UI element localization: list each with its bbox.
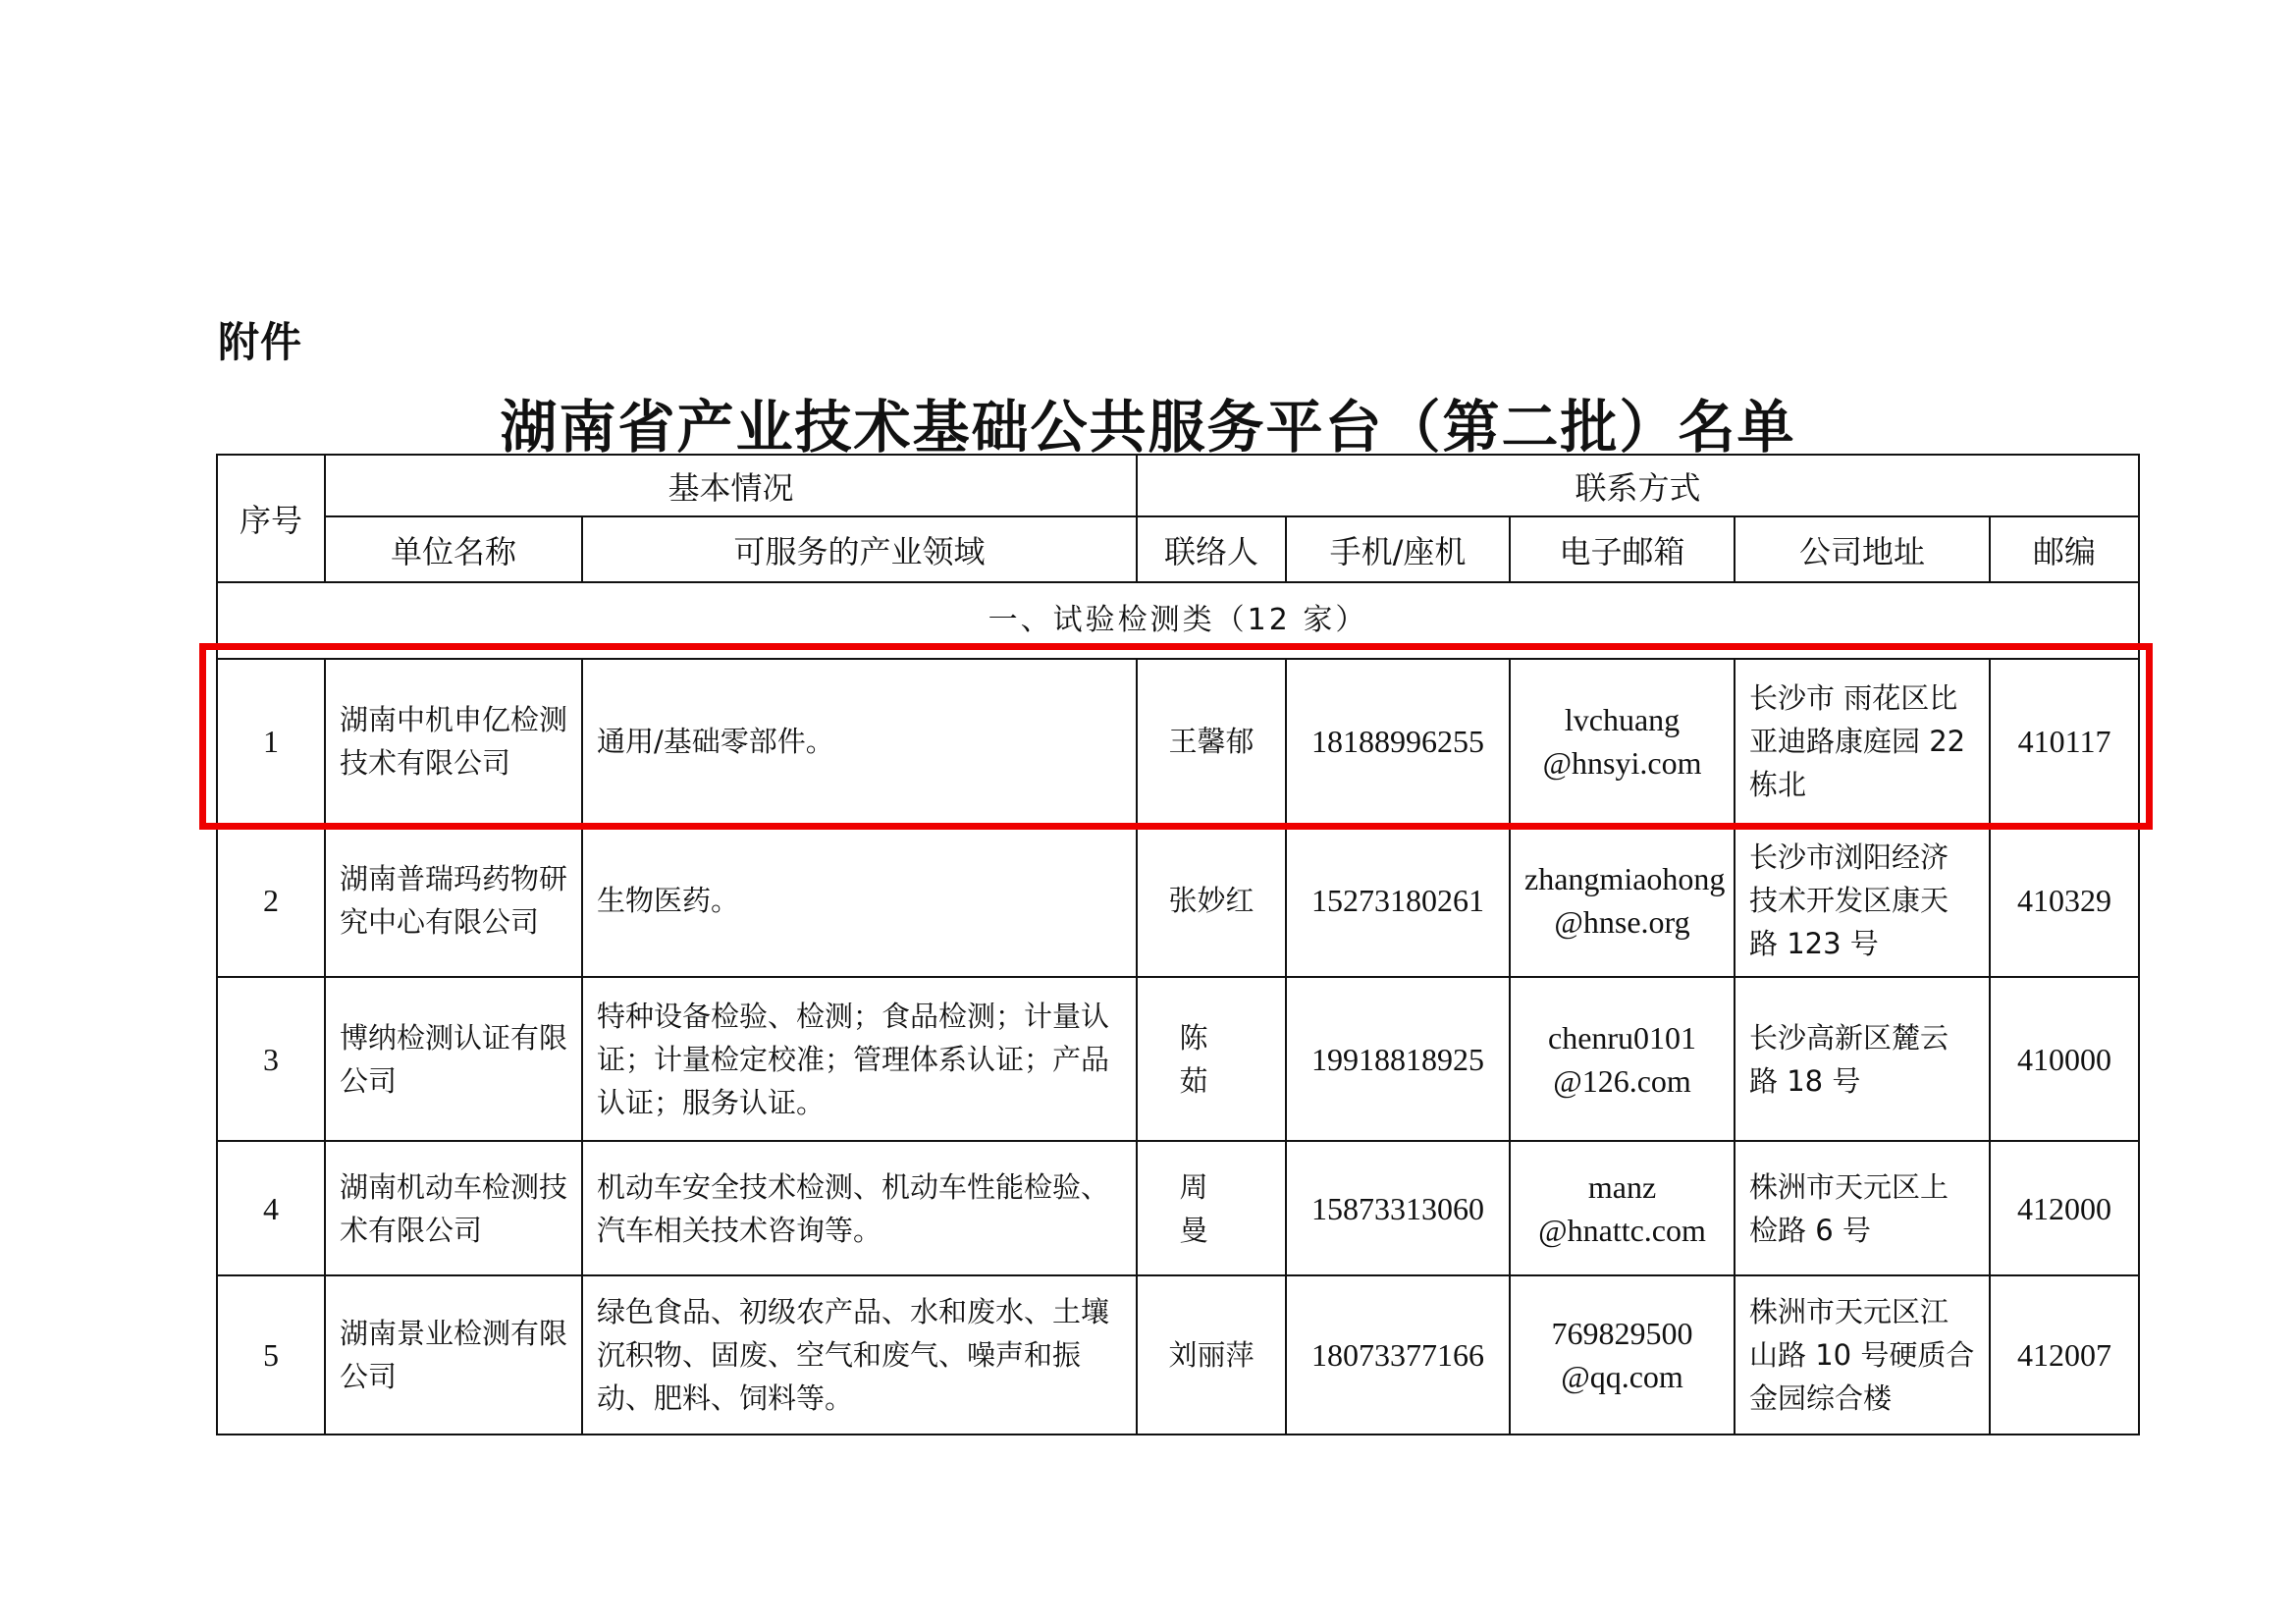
category-row [217,582,2139,659]
category-label: 一、试验检测类（12 家） [217,582,2139,659]
row-postcode: 412000 [1990,1141,2139,1275]
header-row-groups [217,455,2139,516]
email-domain: @hnsyi.com [1542,745,1702,781]
email-user: chenru0101 [1547,1019,1697,1056]
row-contact-person: 陈茹 [1137,977,1286,1141]
row-postcode: 410000 [1990,977,2139,1141]
row-phone: 19918818925 [1286,977,1510,1141]
email-user: 769829500 [1551,1316,1693,1351]
email-domain: @hnse.org [1554,904,1690,940]
row-seq: 1 [217,659,325,824]
row-phone: 15873313060 [1286,1141,1510,1275]
attachment-label: 附件 [218,318,303,366]
row-address: 长沙高新区麓云路 18 号 [1735,977,1990,1141]
row-postcode: 410329 [1990,824,2139,977]
row-email [1510,977,1735,1141]
email-domain: @126.com [1553,1062,1691,1099]
email-user: lvchuang [1564,702,1681,737]
row-phone: 18188996255 [1286,659,1510,824]
email-user: manz [1587,1168,1657,1205]
row-service-field: 生物医药。 [582,824,1137,977]
row-email [1510,1275,1735,1435]
row-postcode: 410117 [1990,659,2139,824]
row-phone: 15273180261 [1286,824,1510,977]
row-contact-person: 张妙红 [1137,824,1286,977]
row-email [1510,824,1735,977]
table-row [217,977,2139,1141]
row-address: 长沙市 雨花区比亚迪路康庭园 22 栋北 [1735,659,1990,824]
row-contact-person: 周曼 [1137,1141,1286,1275]
header-service-field: 可服务的产业领域 [582,516,1137,582]
row-email [1510,659,1735,824]
row-seq: 5 [217,1275,325,1435]
email-user: zhangmiaohong [1524,861,1726,896]
row-email [1510,1141,1735,1275]
row-service-field: 机动车安全技术检测、机动车性能检验、汽车相关技术咨询等。 [582,1141,1137,1275]
row-contact-person: 王馨郁 [1137,659,1286,824]
row-contact-person: 刘丽萍 [1137,1275,1286,1435]
table-row [217,824,2139,977]
table-row [217,659,2139,824]
row-seq: 2 [217,824,325,977]
header-row-columns [217,516,2139,582]
row-unit-name: 湖南中机申亿检测技术有限公司 [325,659,582,824]
table-row [217,1275,2139,1435]
row-service-field: 通用/基础零部件。 [582,659,1137,824]
header-address: 公司地址 [1735,516,1990,582]
header-email: 电子邮箱 [1510,516,1735,582]
email-domain: @qq.com [1561,1359,1683,1394]
header-unit-name: 单位名称 [325,516,582,582]
row-postcode: 412007 [1990,1275,2139,1435]
row-address: 长沙市浏阳经济技术开发区康天路 123 号 [1735,824,1990,977]
row-phone: 18073377166 [1286,1275,1510,1435]
row-unit-name: 湖南景业检测有限公司 [325,1275,582,1435]
platform-roster-table [216,454,2140,1435]
header-contact-person: 联络人 [1137,516,1286,582]
row-service-field: 特种设备检验、检测；食品检测；计量认证；计量检定校准；管理体系认证；产品认证；服务认证。 [582,977,1137,1141]
table-row [217,1141,2139,1275]
document-title: 湖南省产业技术基础公共服务平台（第二批）名单 [500,394,1796,460]
row-service-field: 绿色食品、初级农产品、水和废水、土壤沉积物、固废、空气和废气、噪声和振动、肥料、饲料等。 [582,1275,1137,1435]
row-seq: 4 [217,1141,325,1275]
email-domain: @hnattc.com [1538,1212,1706,1248]
row-seq: 3 [217,977,325,1141]
header-basic-info: 基本情况 [325,455,1137,516]
header-postcode: 邮编 [1990,516,2139,582]
row-unit-name: 博纳检测认证有限公司 [325,977,582,1141]
row-unit-name: 湖南机动车检测技术有限公司 [325,1141,582,1275]
header-seq: 序号 [217,455,325,582]
row-address: 株洲市天元区上检路 6 号 [1735,1141,1990,1275]
row-unit-name: 湖南普瑞玛药物研究中心有限公司 [325,824,582,977]
header-phone: 手机/座机 [1286,516,1510,582]
row-address: 株洲市天元区江山路 10 号硬质合金园综合楼 [1735,1275,1990,1435]
header-contact: 联系方式 [1137,455,2139,516]
